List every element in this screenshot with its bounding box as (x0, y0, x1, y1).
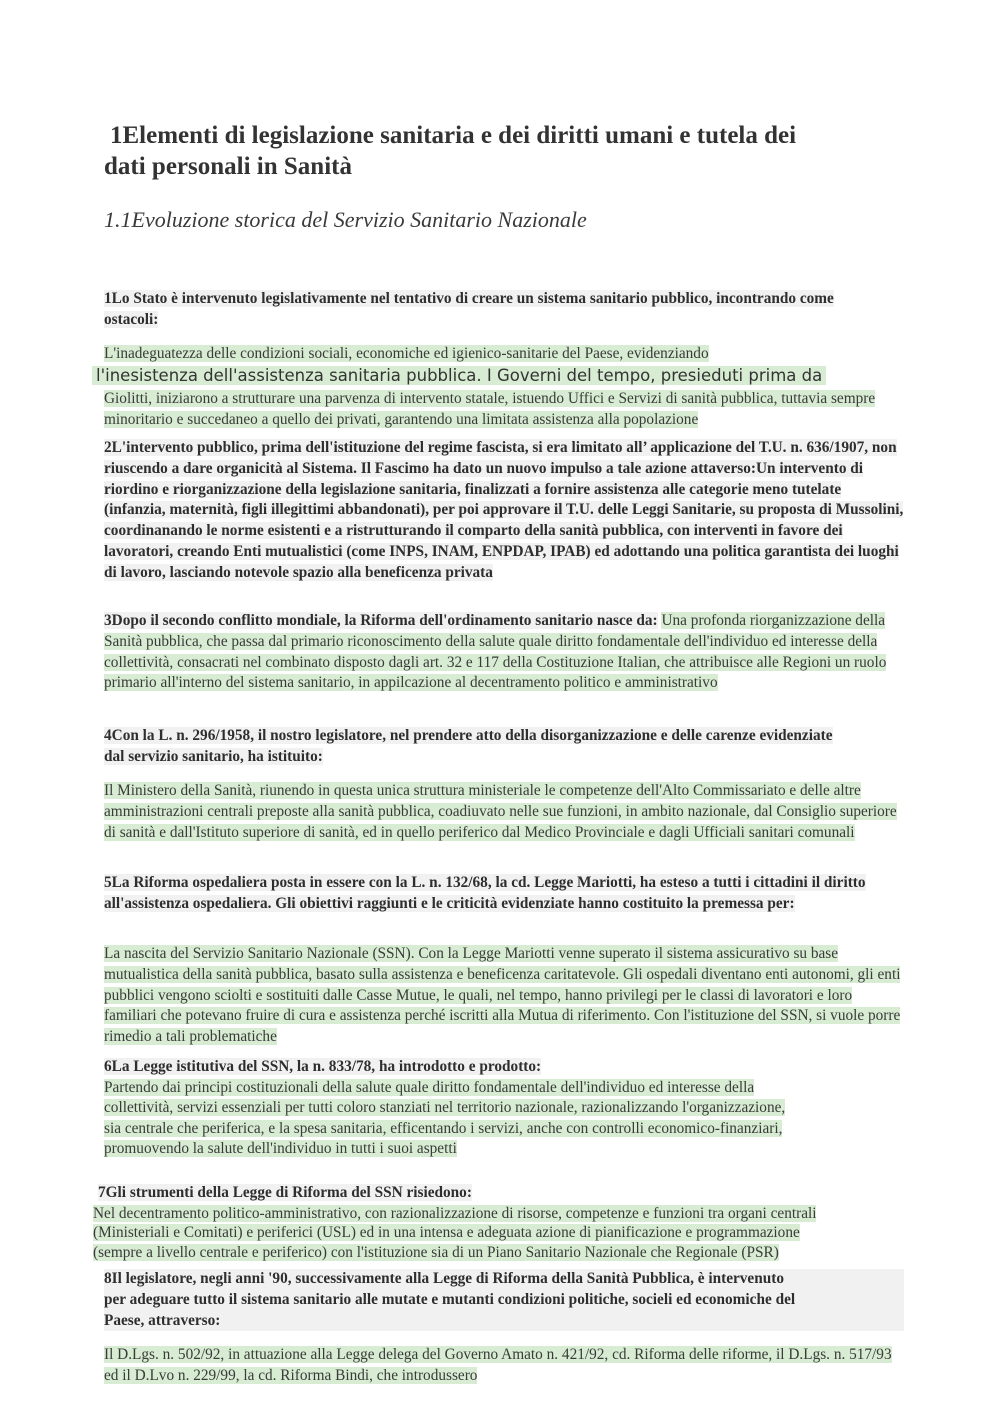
heading-1-line-2: dati personali in Sanità (104, 153, 352, 180)
answer-5: La nascita del Servizio Sanitario Nazionale (SSN). Con la Legge Mariotti venne superato il sistema assicurativo su base mutualistica della sanità pubblica, basato sulla assistenza e beneficenza caritatevole. Gli ospedali diventano enti autonomi, gli enti pubblici vengono sciolti e sostituiti dalle Casse Mutue, le quali, nel tempo, hanno privilegi per le classi di lavoratori e loro familiari che potevano fruire di cura e assistenza perché iscritti alla Mutua di riferimento. Con l'istituzione del SSN, si vuole porre rimedio a tali problematiche (104, 945, 901, 1046)
question-2: 2L'intervento pubblico, prima dell'istituzione del regime fascista, si era limitato all’ applicazione del T.U. n. 636/1907, non riuscendo a dare organicità al Sistema. Il Fascimo ha dato un nuovo impulso a tale azione attaverso:Un intervento di riordino e riorganizzazione della legislazione sanitaria, finalizzati a fornire assistenza alle categorie meno tutelate (infanzia, maternità, figli illegittimi abbandonati), per poi approvare il T.U. delle Leggi Sanitarie, su proposta di Mussolini, coordinanando le norme esistenti e a ristrutturando il comparto della sanità pubblica, con interventi in favore dei lavoratori, creando Enti mutualistici (come INPS, INAM, ENPDAP, IPAB) ed adottando una politica garantista dei luoghi di lavoro, lasciando notevole spazio alla beneficenza privata (104, 439, 904, 581)
answer-6-line-4: promuovendo la salute dell'individuo in tutti i suoi aspetti (104, 1140, 457, 1158)
question-7: 7Gli strumenti della Legge di Riforma del SSN risiedono: (98, 1184, 472, 1201)
question-4: 4Con la L. n. 296/1958, il nostro legislatore, nel prendere atto della disorganizzazione e delle carenze evidenziate dal servizio sanitario, ha istituito: (104, 727, 833, 765)
answer-7-line-3: (sempre a livello centrale e periferico) con l'istituzione sia di un Piano Sanitario Nazionale che Regionale (PSR) (93, 1243, 779, 1261)
answer-6-line-3: sia centrale che periferica, e la spesa sanitaria, efficentando i servizi, anche con controlli economico-finanziari, (104, 1119, 783, 1137)
answer-6-line-2: collettività, servizi essenziali per tutti coloro stanziati nel territorio nazionale, razionalizzando l'organizzazione, (104, 1099, 786, 1117)
item-6 (104, 1057, 904, 1160)
question-5: 5La Riforma ospedaliera posta in essere con la L. n. 132/68, la cd. Legge Mariotti, ha esteso a tutti i cittadini il diritto all'assistenza ospedaliera. Gli obiettivi raggiunti e le criticità evidenziate hanno costituito la premessa per: (104, 874, 866, 912)
answer-6-line-1: Partendo dai principi costituzionali della salute quale diritto fondamentale dell'individuo ed interesse della (104, 1078, 755, 1096)
question-3: 3Dopo il secondo conflitto mondiale, la Riforma dell'ordinamento sanitario nasce da: (104, 612, 658, 629)
answer-2: Un intervento di riordino e riorganizzazione della legislazione sanitaria, finalizzati a fornire assistenza alle categorie meno tutelate (infanzia, maternità, figli illegittimi abbandonati), per poi approvare il T.U. delle Leggi Sanitarie, su proposta di Mussolini, coordinanando le norme esistenti e a ristrutturando il comparto della sanità pubblica, con interventi in favore dei lavoratori, creando Enti mutualistici (come INPS, INAM, ENPDAP, IPAB) ed adottando una politica garantista dei luoghi di lavoro, lasciando notevole spazio alla beneficenza privata (104, 459, 904, 581)
heading-1-line-1: 1Elementi di legislazione sanitaria e dei diritti umani e tutela dei (110, 122, 797, 149)
question-8: 8Il legislatore, negli anni '90, successivamente alla Legge di Riforma della Sanità Pubblica, è intervenuto per adeguare tutto il sistema sanitario alle mutate e mutanti condizioni politiche, socieli ed economiche del Paese, attraverso: (104, 1269, 904, 1331)
heading-1 (104, 120, 894, 182)
answer-7-line-1: Nel decentramento politico-amministrativo, con razionalizzazione di risorse, competenze e funzioni tra organi centrali (93, 1204, 817, 1222)
answer-7-line-2: (Ministeriali e Comitati) e periferici (USL) ed in una intensa e adeguata azione di pianificazione e programmazione (93, 1224, 800, 1242)
answer-3: Una profonda riorganizzazione della Sanità pubblica, che passa dal primario riconoscimento della salute quale diritto fondamentale dell'individuo ed interesse della collettività, consacrati nel combinato disposto dagli art. 32 e 117 della Costituzione Italian, che attribuisce alle Regioni un ruolo primario all'interno del sistema sanitario, in appilcazione al decentramento politico e amministrativo (104, 612, 887, 692)
question-1 (104, 289, 874, 331)
answer-8: Il D.Lgs. n. 502/92, in attuazione alla Legge delega del Governo Amato n. 421/92, cd. Riforma delle riforme, il D.Lgs. n. 517/93 ed il D.Lvo n. 229/99, la cd. Riforma Bindi, che introdussero (104, 1346, 892, 1384)
answer-1-line-1: L'inadeguatezza delle condizioni sociali, economiche ed igienico-sanitarie del Paese, evidenziando (104, 345, 709, 362)
answer-1-line-3: Giolitti, iniziarono a strutturare una parvenza di intervento statale, istuendo Uffici e Servizi di sanità pubblica, tuttavia sempre minoritario e succedaneo a quello dei privati, garantendo una limitata assistenza alla popolazione (104, 390, 876, 428)
answer-1-line-2: l'inesistenza dell'assistenza sanitaria pubblica. I Governi del tempo, presieduti prima da (92, 365, 912, 388)
heading-2: 1.1Evoluzione storica del Servizio Sanitario Nazionale (104, 207, 587, 232)
question-1-text: 1Lo Stato è intervenuto legislativamente nel tentativo di creare un sistema sanitario pubblico, incontrando come ostacoli: (104, 290, 834, 328)
item-7 (93, 1183, 913, 1262)
item-3 (104, 611, 904, 694)
question-6: 6La Legge istitutiva del SSN, la n. 833/78, ha introdotto e prodotto: (104, 1058, 542, 1075)
answer-4: Il Ministero della Sanità, riunendo in questa unica struttura ministeriale le competenze dell'Alto Commissariato e delle altre amministrazioni centrali preposte alla sanità pubblica, coadiuvato nelle sue funzioni, in ambito nazionale, dal Consiglio superiore di sanità e dall'Istituto superiore di sanità, ed in quello periferico dal Medico Provinciale e dagli Ufficiali sanitari comunali (104, 782, 897, 841)
